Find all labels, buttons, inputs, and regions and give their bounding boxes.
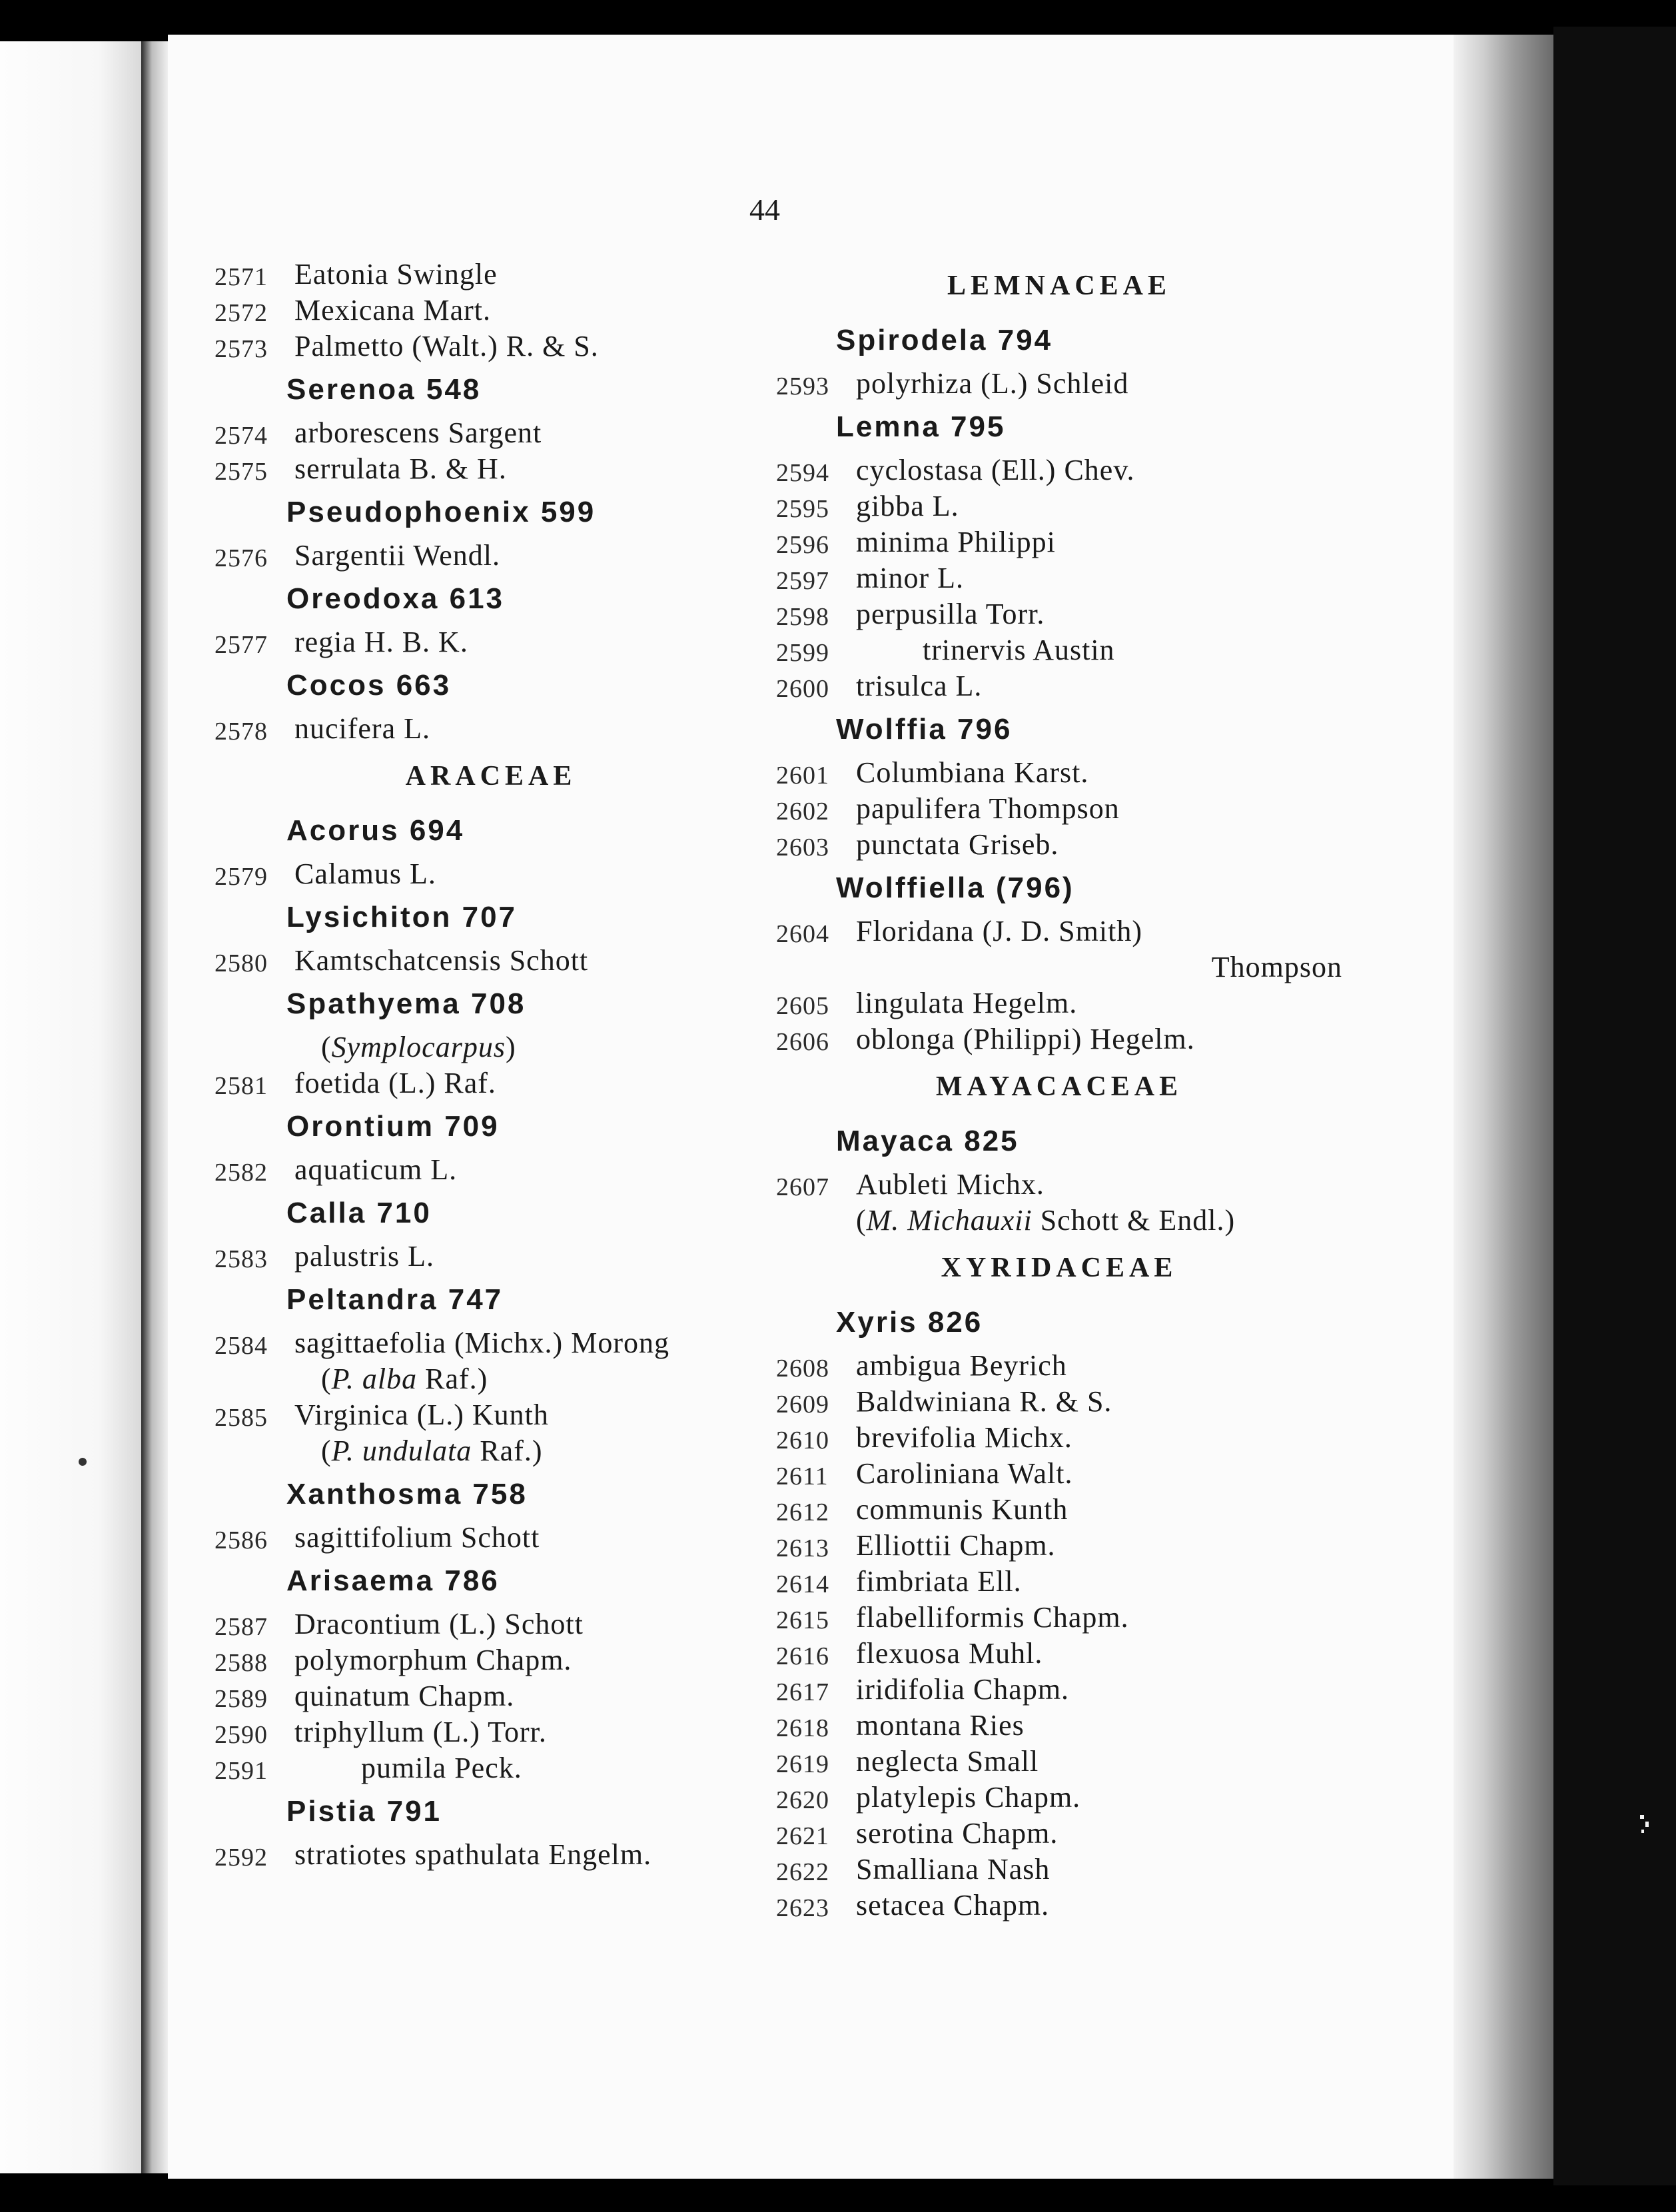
right-column [776,257,1342,1924]
species-name: neglecta Small [856,1745,1039,1778]
species-entry [776,1564,1342,1600]
species-entry [776,913,1342,949]
entry-number: 2573 [214,335,268,363]
species-entry [776,1348,1342,1384]
species-entry [776,1816,1342,1852]
synonym-name: M. Michauxii [866,1204,1033,1237]
entry-number: 2591 [214,1757,268,1785]
synonym-name: Symplocarpus [331,1031,506,1063]
species-name: papulifera Thompson [856,792,1120,825]
species-name: Caroliniana Walt. [856,1457,1073,1490]
entry-number: 2593 [776,372,829,400]
species-entry [214,292,767,328]
species-name: aquaticum L. [294,1153,458,1186]
entry-number: 2622 [776,1858,829,1886]
entry-number: 2575 [214,458,268,486]
genus-heading: Oreodoxa 613 [286,582,505,615]
genus-heading: Xyris 826 [836,1306,983,1339]
entry-number: 2610 [776,1426,829,1454]
species-entry [776,1672,1342,1708]
species-name: Dracontium (L.) Schott [294,1608,584,1640]
entry-number: 2592 [214,1844,268,1872]
species-name: cyclostasa (Ell.) Chev. [856,454,1135,486]
entry-number: 2618 [776,1714,829,1742]
species-name: Sargentii Wendl. [294,539,501,572]
species-entry [214,711,767,747]
entry-number: 2574 [214,422,268,450]
family-heading: XYRIDACEAE [941,1253,1178,1283]
species-name: Mexicana Mart. [294,294,491,326]
genus-heading: Wolffiella (796) [836,871,1074,904]
species-name: serotina Chapm. [856,1817,1058,1850]
species-name: montana Ries [856,1709,1025,1742]
genus-heading: Lysichiton 707 [286,901,518,933]
book-gutter [141,41,168,2173]
synonym-author: Schott & Endl.) [1032,1204,1236,1237]
entry-number: 2577 [214,631,268,659]
entry-number: 2616 [776,1642,829,1670]
species-name: ambigua Beyrich [856,1349,1067,1382]
entry-number: 2617 [776,1678,829,1706]
synonym-author: Raf.) [417,1363,488,1395]
species-name: communis Kunth [856,1493,1068,1526]
species-entry [776,452,1342,488]
species-entry [776,366,1342,402]
species-entry [214,1152,767,1188]
entry-number: 2620 [776,1786,829,1814]
entry-number: 2606 [776,1028,829,1056]
species-entry [776,1420,1342,1456]
synonym-name: P. alba [331,1363,418,1395]
entry-number: 2607 [776,1173,829,1201]
page-stack-edge [1454,35,1553,2179]
species-entry [776,596,1342,632]
species-entry [776,1492,1342,1528]
species-entry [214,1642,767,1678]
margin-speck [79,1458,87,1466]
species-name: Calamus L. [294,857,436,890]
species-entry [214,538,767,574]
entry-number: 2584 [214,1332,268,1360]
species-entry [214,1837,767,1873]
species-name: polymorphum Chapm. [294,1644,572,1676]
species-entry [214,257,767,292]
genus-heading: Orontium 709 [286,1110,500,1143]
species-name: arborescens Sargent [294,416,542,449]
species-name: Elliottii Chapm. [856,1529,1056,1562]
entry-number: 2619 [776,1750,829,1778]
species-name: Floridana (J. D. Smith) [856,915,1142,947]
species-name: sagittifolium Schott [294,1521,540,1554]
entry-number: 2587 [214,1613,268,1641]
genus-heading: Acorus 694 [286,814,465,847]
species-name: flexuosa Muhl. [856,1637,1043,1670]
entry-number: 2614 [776,1570,829,1598]
entry-number: 2585 [214,1404,268,1432]
entry-number: 2582 [214,1159,268,1187]
entry-number: 2579 [214,863,268,891]
species-name: stratiotes spathulata Engelm. [294,1838,652,1871]
species-entry [214,415,767,451]
species-name: iridifolia Chapm. [856,1673,1070,1706]
species-name: Palmetto (Walt.) R. & S. [294,330,599,362]
entry-number: 2580 [214,949,268,977]
species-entry [776,488,1342,524]
family-heading: LEMNACEAE [947,271,1172,301]
species-name: Virginica (L.) Kunth [294,1398,549,1431]
species-name: fimbriata Ell. [856,1565,1022,1598]
species-entry [776,1708,1342,1744]
species-entry [776,791,1342,827]
entry-number: 2601 [776,762,829,790]
genus-heading: Cocos 663 [286,669,452,702]
entry-number: 2576 [214,544,268,572]
species-name: minima Philippi [856,526,1056,558]
genus-heading: Arisaema 786 [286,1564,500,1597]
family-heading: MAYACACEAE [935,1071,1183,1102]
species-name: Aubleti Michx. [856,1168,1045,1201]
species-name: trisulca L. [856,670,983,702]
entry-number: 2611 [776,1462,829,1490]
genus-heading: Serenoa 548 [286,373,482,406]
species-name: gibba L. [856,490,959,522]
entry-number: 2571 [214,263,268,291]
synonym-line [776,1203,1342,1239]
entry-number: 2588 [214,1649,268,1677]
synonym-open: ( [321,1031,332,1063]
species-entry [776,827,1342,863]
synonym-author: ) [505,1031,516,1063]
species-name: minor L. [856,562,964,594]
genus-heading: Peltandra 747 [286,1283,504,1316]
synonym-author: Raf.) [472,1434,543,1467]
species-name: foetida (L.) Raf. [294,1067,496,1099]
entry-number: 2612 [776,1498,829,1526]
species-entry [214,1606,767,1642]
species-name: nucifera L. [294,712,430,745]
entry-number: 2608 [776,1355,829,1382]
entry-number: 2603 [776,833,829,861]
species-entry [776,1600,1342,1636]
synonym-open: ( [321,1363,332,1395]
species-entry [776,524,1342,560]
synonym-line [214,1361,767,1397]
species-name: regia H. B. K. [294,626,468,658]
entry-number: 2578 [214,718,268,746]
page-number: 44 [749,193,780,227]
synonym-line [214,1433,767,1469]
species-name: setacea Chapm. [856,1889,1050,1922]
species-entry [776,1744,1342,1780]
entry-number: 2586 [214,1526,268,1554]
scan-background [1553,27,1676,2185]
synonym-name: P. undulata [331,1434,472,1467]
species-name: Smalliana Nash [856,1853,1050,1886]
genus-heading: Calla 710 [286,1197,432,1229]
species-entry [776,1456,1342,1492]
species-entry [214,624,767,660]
author-continuation: Thompson [1211,951,1342,983]
species-name: flabelliformis Chapm. [856,1601,1129,1634]
species-entry [214,1239,767,1275]
species-entry [214,1520,767,1556]
species-name: brevifolia Michx. [856,1421,1072,1454]
facing-page-margin [0,41,141,2173]
species-entry [214,1397,767,1433]
species-name: lingulata Hegelm. [856,987,1078,1019]
entry-number: 2623 [776,1894,829,1922]
entry-number: 2583 [214,1245,268,1273]
entry-number: 2597 [776,567,829,595]
entry-number: 2589 [214,1685,268,1713]
species-entry [776,755,1342,791]
entry-number: 2581 [214,1072,268,1100]
species-name: Eatonia Swingle [294,258,498,290]
species-name: trinervis Austin [923,634,1115,666]
species-entry [776,1528,1342,1564]
species-name: Kamtschatcensis Schott [294,944,589,977]
entry-number: 2572 [214,299,268,327]
species-entry [776,632,1342,668]
species-entry [214,943,767,979]
genus-heading: Lemna 795 [836,410,1006,443]
entry-number: 2605 [776,992,829,1020]
entry-number: 2621 [776,1822,829,1850]
synonym-line [214,1029,767,1065]
species-name: perpusilla Torr. [856,598,1045,630]
species-name: quinatum Chapm. [294,1680,515,1712]
species-entry [214,856,767,892]
synonym-open: ( [856,1204,867,1237]
species-entry [214,451,767,487]
entry-number: 2602 [776,798,829,826]
species-name: serrulata B. & H. [294,452,507,485]
entry-number: 2609 [776,1390,829,1418]
species-entry [776,1636,1342,1672]
species-name: oblonga (Philippi) Hegelm. [856,1023,1195,1055]
entry-number: 2594 [776,459,829,487]
genus-heading: Mayaca 825 [836,1125,1019,1157]
species-entry [776,1852,1342,1888]
species-entry [776,1021,1342,1057]
synonym-open: ( [321,1434,332,1467]
entry-number: 2604 [776,920,829,948]
species-entry [776,1888,1342,1924]
family-heading: ARACEAE [405,761,577,792]
left-column [214,257,767,1873]
entry-number: 2596 [776,531,829,559]
species-entry [776,668,1342,704]
species-entry [214,1325,767,1361]
species-name: sagittaefolia (Michx.) Morong [294,1327,669,1359]
entry-number: 2613 [776,1534,829,1562]
species-entry [776,1167,1342,1203]
entry-number: 2600 [776,675,829,703]
species-entry [776,1780,1342,1816]
species-entry [776,560,1342,596]
edge-specks [1639,1812,1652,1839]
species-name: Baldwiniana R. & S. [856,1385,1112,1418]
species-name: pumila Peck. [361,1752,522,1784]
entry-number: 2595 [776,495,829,523]
genus-heading: Wolffia 796 [836,713,1013,746]
genus-heading: Spirodela 794 [836,324,1053,356]
species-entry [776,985,1342,1021]
species-name: polyrhiza (L.) Schleid [856,367,1129,400]
species-entry [214,1065,767,1101]
species-name: palustris L. [294,1240,434,1273]
species-entry [776,1384,1342,1420]
species-entry [214,328,767,364]
species-name: triphyllum (L.) Torr. [294,1716,547,1748]
entry-number: 2615 [776,1606,829,1634]
genus-heading: Xanthosma 758 [286,1478,528,1510]
genus-heading: Spathyema 708 [286,987,526,1020]
species-name: punctata Griseb. [856,828,1059,861]
species-name: Columbiana Karst. [856,756,1089,789]
species-entry [214,1750,767,1786]
species-entry [214,1678,767,1714]
genus-heading: Pseudophoenix 599 [286,496,596,528]
entry-number: 2598 [776,603,829,631]
entry-number: 2590 [214,1721,268,1749]
entry-number: 2599 [776,639,829,667]
species-name: platylepis Chapm. [856,1781,1081,1814]
genus-heading: Pistia 791 [286,1795,442,1828]
species-entry [214,1714,767,1750]
